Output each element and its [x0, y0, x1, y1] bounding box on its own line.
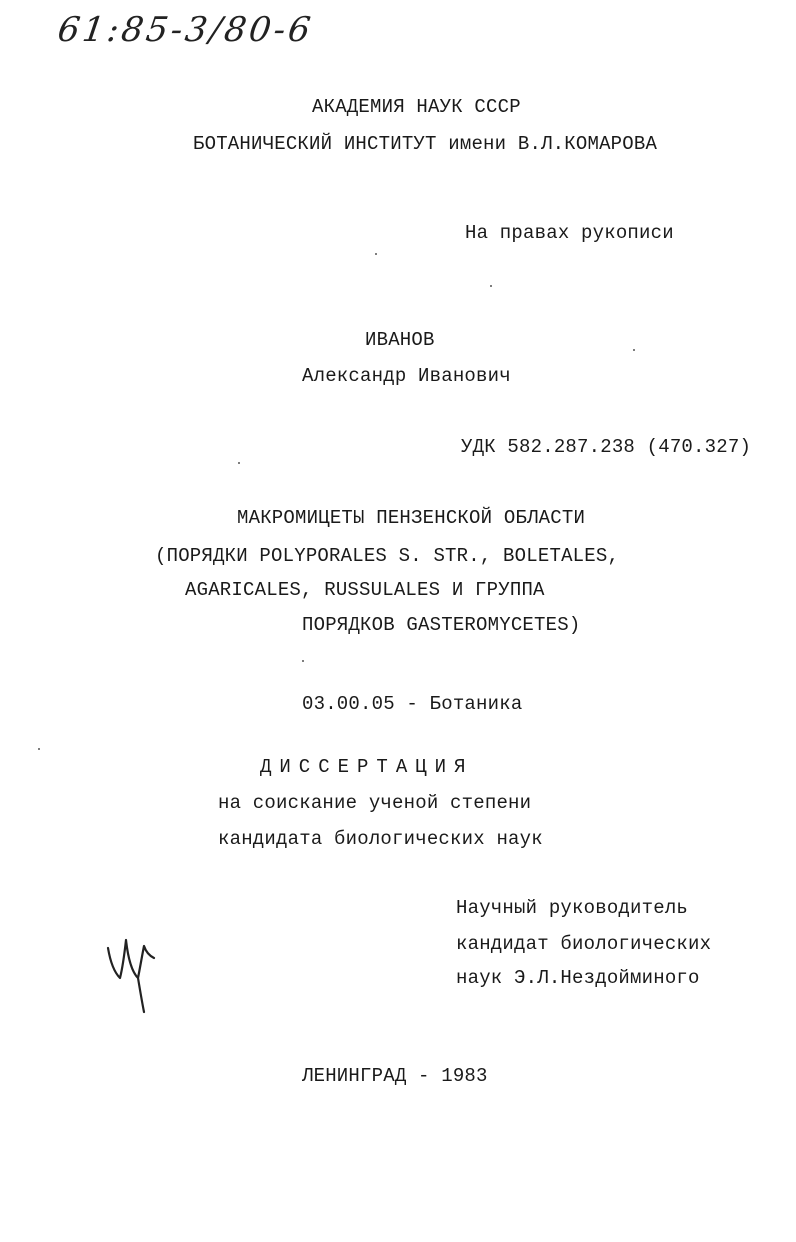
archive-number-handwritten: 61:85-3/80-6	[55, 10, 316, 50]
title-line-3: AGARICALES, RUSSULALES И ГРУППА	[185, 579, 545, 601]
paper-speck	[633, 349, 635, 351]
academy-name: АКАДЕМИЯ НАУК СССР	[312, 96, 521, 118]
paper-speck	[375, 253, 377, 255]
author-given-names: Александр Иванович	[302, 365, 511, 387]
supervisor-line-1: Научный руководитель	[456, 897, 689, 919]
paper-speck	[302, 660, 304, 662]
degree-line-1: на соискание ученой степени	[218, 792, 532, 814]
author-surname: ИВАНОВ	[365, 329, 435, 351]
institute-name: БОТАНИЧЕСКИЙ ИНСТИТУТ имени В.Л.КОМАРОВА	[193, 133, 658, 155]
city-year: ЛЕНИНГРАД - 1983	[302, 1065, 488, 1087]
handwritten-signature	[100, 920, 160, 1015]
manuscript-rights-note: На правах рукописи	[465, 222, 674, 244]
supervisor-line-2: кандидат биологических	[456, 933, 712, 955]
paper-speck	[38, 748, 40, 750]
paper-speck	[238, 462, 240, 464]
title-line-4: ПОРЯДКОВ GASTEROMYCETES)	[302, 614, 581, 636]
udc-code: УДК 582.287.238 (470.327)	[461, 436, 752, 458]
work-type-label: ДИССЕРТАЦИЯ	[260, 756, 474, 778]
supervisor-line-3: наук Э.Л.Нездойминого	[456, 967, 700, 989]
specialty-code: 03.00.05 - Ботаника	[302, 693, 523, 715]
degree-line-2: кандидата биологических наук	[218, 828, 543, 850]
paper-speck	[490, 285, 492, 287]
title-line-2: (ПОРЯДКИ POLYPORALES S. STR., BOLETALES,	[155, 545, 620, 567]
title-line-1: МАКРОМИЦЕТЫ ПЕНЗЕНСКОЙ ОБЛАСТИ	[237, 507, 586, 529]
